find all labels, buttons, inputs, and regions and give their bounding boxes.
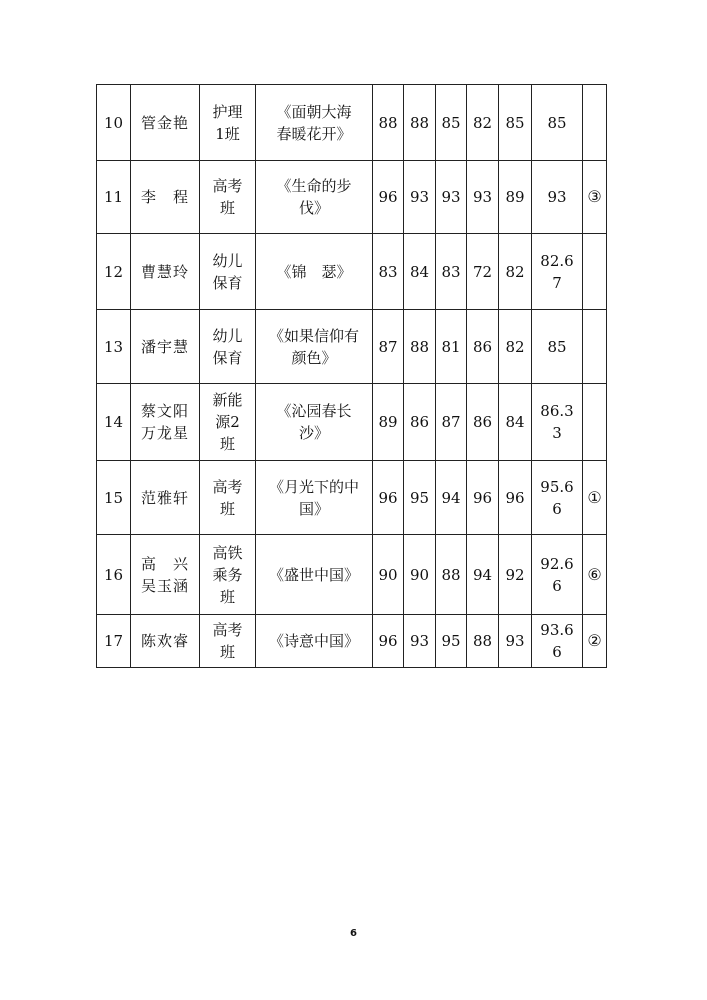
average-score-line: 3 <box>552 424 562 442</box>
page-number: 6 <box>350 928 357 939</box>
judge-score: 88 <box>404 310 436 384</box>
average-score <box>532 615 583 668</box>
judge-score: 94 <box>436 461 467 535</box>
class-name-line: 班 <box>219 587 235 606</box>
class-name <box>200 535 256 615</box>
class-name-line: 1班 <box>215 124 240 143</box>
class-name-line: 保育 <box>212 273 243 292</box>
rank-mark <box>583 310 607 384</box>
entry-number: 16 <box>97 535 131 615</box>
class-name-line: 高考 <box>212 621 243 639</box>
student-name <box>131 310 200 384</box>
judge-score: 88 <box>436 535 467 615</box>
judge-score: 87 <box>436 384 467 461</box>
student-name-line: 李 程 <box>140 188 189 206</box>
judge-score: 93 <box>404 615 436 668</box>
student-name <box>131 234 200 310</box>
average-score <box>532 461 583 535</box>
judge-score: 94 <box>467 535 499 615</box>
rank-mark: ③ <box>583 161 607 234</box>
judge-score: 81 <box>436 310 467 384</box>
average-score-line: 6 <box>552 499 562 518</box>
student-name <box>131 161 200 234</box>
average-score-line: 85 <box>547 113 567 132</box>
rank-mark: ⑥ <box>583 535 607 615</box>
student-name-line: 潘宇慧 <box>140 337 189 356</box>
judge-score: 90 <box>404 535 436 615</box>
work-title <box>256 85 373 161</box>
work-title <box>256 234 373 310</box>
judge-score: 88 <box>373 85 404 161</box>
judge-score: 85 <box>436 85 467 161</box>
judge-score: 88 <box>467 615 499 668</box>
class-name-line: 乘务 <box>212 565 243 584</box>
student-name <box>131 85 200 161</box>
average-score-line: 86.3 <box>540 402 574 420</box>
judge-score: 96 <box>373 461 404 535</box>
student-name-line: 曹慧玲 <box>140 262 189 281</box>
judge-score: 86 <box>467 310 499 384</box>
judge-score: 83 <box>436 234 467 310</box>
class-name-line: 幼儿 <box>212 326 243 345</box>
work-title <box>256 310 373 384</box>
judge-score: 82 <box>467 85 499 161</box>
work-title <box>256 615 373 668</box>
rank-mark <box>583 234 607 310</box>
judge-score: 93 <box>499 615 532 668</box>
work-title-line: 国》 <box>298 499 329 518</box>
rank-mark <box>583 85 607 161</box>
entry-number: 14 <box>97 384 131 461</box>
class-name-line: 护理 <box>212 102 243 121</box>
judge-score: 93 <box>436 161 467 234</box>
judge-score: 90 <box>373 535 404 615</box>
work-title-line: 颜色》 <box>291 348 337 367</box>
class-name-line: 班 <box>219 199 235 217</box>
student-name <box>131 615 200 668</box>
student-name-line: 管金艳 <box>140 113 189 132</box>
rank-mark: ② <box>583 615 607 668</box>
judge-score: 96 <box>467 461 499 535</box>
judge-score: 89 <box>373 384 404 461</box>
work-title-line: 《锦 瑟》 <box>276 262 352 281</box>
table-row <box>97 461 607 535</box>
student-name <box>131 535 200 615</box>
work-title <box>256 535 373 615</box>
work-title-line: 《沁园春长 <box>276 402 352 420</box>
class-name-line: 高考 <box>212 177 243 195</box>
work-title-line: 《面朝大海 <box>276 102 352 121</box>
class-name <box>200 461 256 535</box>
student-name-line: 蔡文阳 <box>140 402 189 420</box>
table-row <box>97 234 607 310</box>
judge-score: 96 <box>373 615 404 668</box>
work-title-line: 伐》 <box>298 199 329 217</box>
work-title-line: 春暖花开》 <box>276 124 352 143</box>
table-row <box>97 310 607 384</box>
average-score <box>532 161 583 234</box>
judge-score: 89 <box>499 161 532 234</box>
class-name <box>200 384 256 461</box>
average-score-line: 93 <box>547 188 567 206</box>
class-name-line: 新能 <box>212 391 243 409</box>
student-name-line: 万龙星 <box>140 424 189 442</box>
entry-number: 11 <box>97 161 131 234</box>
average-score-line: 6 <box>552 643 562 661</box>
student-name-line: 范雅轩 <box>140 488 189 507</box>
average-score-line: 6 <box>552 576 562 595</box>
class-name-line: 班 <box>219 643 235 661</box>
judge-score: 88 <box>404 85 436 161</box>
class-name-line: 幼儿 <box>212 251 243 270</box>
student-name-line: 高 兴 <box>140 554 189 573</box>
judge-score: 96 <box>499 461 532 535</box>
class-name <box>200 161 256 234</box>
judge-score: 92 <box>499 535 532 615</box>
student-name-line: 吴玉涵 <box>140 576 189 595</box>
judge-score: 83 <box>373 234 404 310</box>
entry-number: 13 <box>97 310 131 384</box>
judge-score: 84 <box>499 384 532 461</box>
work-title-line: 《月光下的中 <box>268 477 359 496</box>
class-name <box>200 310 256 384</box>
student-name <box>131 384 200 461</box>
rank-mark: ① <box>583 461 607 535</box>
entry-number: 17 <box>97 615 131 668</box>
average-score-line: 82.6 <box>540 251 574 270</box>
average-score <box>532 535 583 615</box>
judge-score: 93 <box>404 161 436 234</box>
student-name-line: 陈欢睿 <box>140 632 189 650</box>
table-row <box>97 384 607 461</box>
judge-score: 84 <box>404 234 436 310</box>
work-title-line: 沙》 <box>298 424 329 442</box>
judge-score: 82 <box>499 234 532 310</box>
student-name <box>131 461 200 535</box>
judge-score: 72 <box>467 234 499 310</box>
judge-score: 87 <box>373 310 404 384</box>
average-score <box>532 234 583 310</box>
class-name-line: 班 <box>219 499 235 518</box>
class-name-line: 班 <box>219 435 235 453</box>
judge-score: 82 <box>499 310 532 384</box>
judge-score: 95 <box>436 615 467 668</box>
class-name-line: 源2 <box>215 413 240 431</box>
average-score-line: 85 <box>547 337 567 356</box>
work-title-line: 《生命的步 <box>276 177 352 195</box>
average-score-line: 93.6 <box>540 621 574 639</box>
class-name <box>200 615 256 668</box>
judge-score: 85 <box>499 85 532 161</box>
table-row <box>97 535 607 615</box>
work-title-line: 《如果信仰有 <box>268 326 359 345</box>
work-title-line: 《盛世中国》 <box>268 565 359 584</box>
judge-score: 96 <box>373 161 404 234</box>
class-name-line: 保育 <box>212 348 243 367</box>
average-score-line: 95.6 <box>540 477 574 496</box>
class-name <box>200 85 256 161</box>
average-score <box>532 384 583 461</box>
entry-number: 15 <box>97 461 131 535</box>
judge-score: 93 <box>467 161 499 234</box>
work-title <box>256 461 373 535</box>
average-score-line: 7 <box>552 273 562 292</box>
work-title <box>256 161 373 234</box>
table-row <box>97 161 607 234</box>
table-row <box>97 615 607 668</box>
average-score <box>532 85 583 161</box>
average-score <box>532 310 583 384</box>
class-name <box>200 234 256 310</box>
work-title-line: 《诗意中国》 <box>268 632 359 650</box>
rank-mark <box>583 384 607 461</box>
score-table <box>96 84 607 668</box>
class-name-line: 高铁 <box>212 543 243 562</box>
judge-score: 86 <box>467 384 499 461</box>
average-score-line: 92.6 <box>540 554 574 573</box>
judge-score: 86 <box>404 384 436 461</box>
table-row <box>97 85 607 161</box>
entry-number: 10 <box>97 85 131 161</box>
class-name-line: 高考 <box>212 477 243 496</box>
judge-score: 95 <box>404 461 436 535</box>
work-title <box>256 384 373 461</box>
entry-number: 12 <box>97 234 131 310</box>
